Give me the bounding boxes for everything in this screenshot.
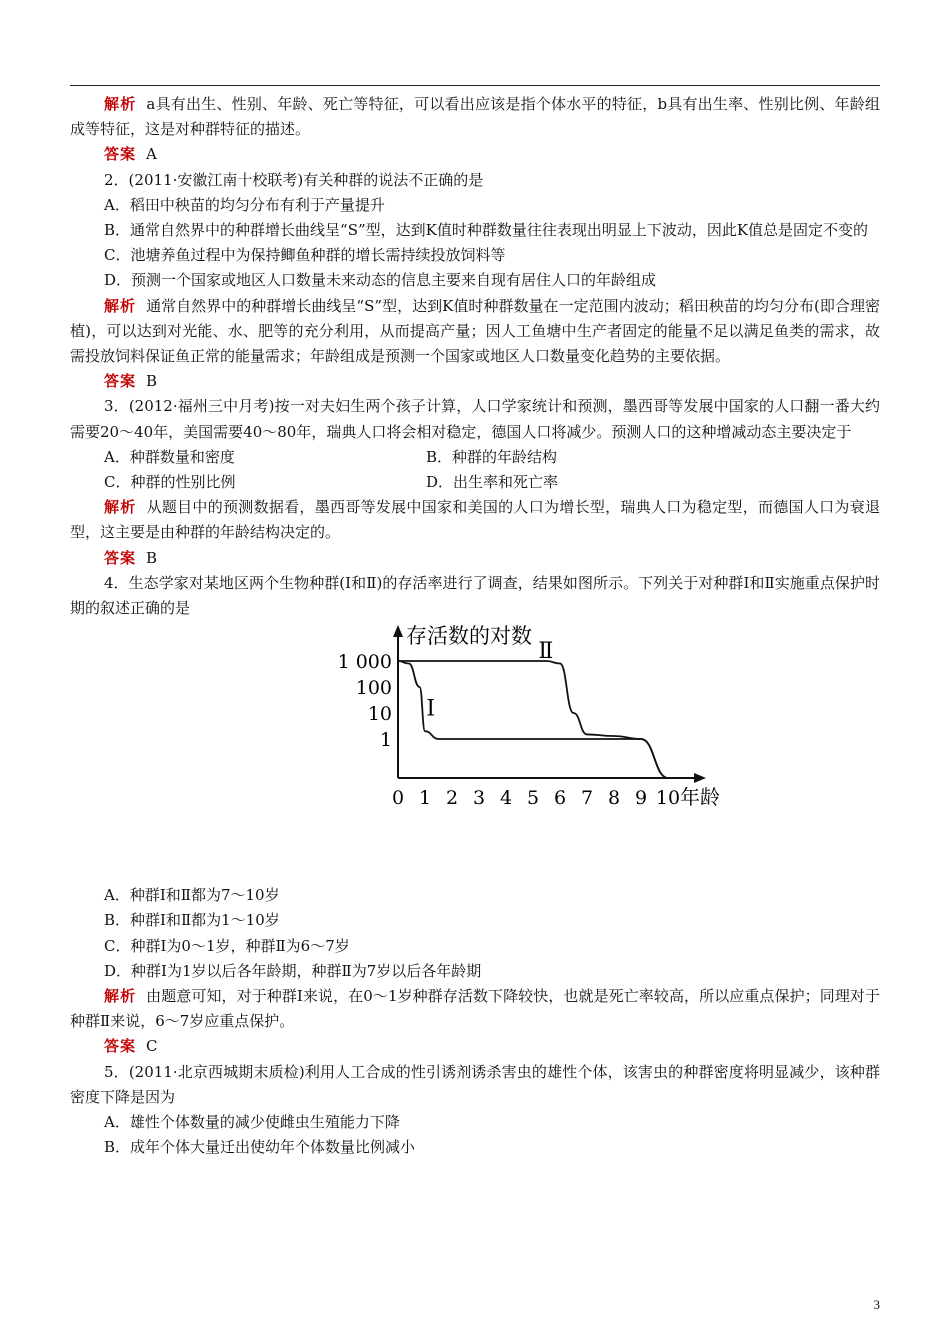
answer-option: A．种群数量和密度	[104, 447, 235, 466]
x-tick-label: 1	[418, 787, 432, 810]
analysis-tag: 解析	[104, 498, 137, 517]
answer-tag: 答案	[104, 548, 137, 567]
answer-tag: 答案	[104, 145, 137, 164]
y-tick-label: 1 000	[337, 651, 392, 674]
page-content	[70, 92, 880, 1161]
x-tick-label: 0	[391, 787, 405, 810]
analysis-paragraph	[70, 294, 880, 370]
x-tick-label: 5	[526, 787, 540, 810]
answer-option: A．稻田中秧苗的均匀分布有利于产量提升	[104, 195, 385, 214]
question-stem: 5．(2011·北京西城期末质检)利用人工合成的性引诱剂诱杀害虫的雄性个体，该害虫的种群密度将明显减少，该种群密度下降是因为	[70, 1062, 880, 1106]
survival-chart-figure	[70, 621, 880, 883]
x-axis-label: 年龄	[680, 785, 720, 810]
analysis-text: 从题目中的预测数据看，墨西哥等发展中国家和美国的人口为增长型，瑞典人口为稳定型，而德国人口为衰退型，这主要是由种群的年龄结构决定的。	[70, 498, 880, 542]
answer-option: D．出生率和死亡率	[426, 473, 559, 492]
x-tick-label: 7	[580, 787, 594, 810]
option-row	[70, 445, 880, 470]
x-tick-label: 10	[655, 787, 681, 810]
answer-option: D．种群Ⅰ为1岁以后各年龄期，种群Ⅱ为7岁以后各年龄期	[104, 961, 482, 980]
series-label-II: Ⅱ	[538, 639, 554, 665]
y-axis-label: 存活数的对数	[406, 624, 532, 649]
analysis-tag: 解析	[104, 987, 137, 1006]
x-axis-arrow	[694, 773, 706, 783]
answer-line	[70, 142, 880, 167]
series-curve-I	[398, 661, 668, 778]
analysis-text: 通常自然界中的种群增长曲线呈“S”型，达到K值时种群数量在一定范围内波动；稻田秧苗的均匀分布(即合理密植)，可以达到对光能、水、肥等的充分利用，从而提高产量；因人工鱼塘中生产者固定的能量不足以满足鱼类的需求，故需投放饲料保证鱼正常的能量需求；年龄组成是预测一个国家或地区人口数量变化趋势的主要依据。	[70, 296, 880, 366]
y-axis-arrow	[393, 625, 403, 637]
question-stem: 3．(2012·福州三中月考)按一对夫妇生两个孩子计算，人口学家统计和预测，墨西哥等发展中国家的人口翻一番大约需要20～40年，美国需要40～80年，瑞典人口将会相对稳定，德国人口将减少。预测人口的这种增减动态主要决定于	[70, 397, 880, 441]
x-tick-label: 8	[607, 787, 621, 810]
analysis-text: a具有出生、性别、年龄、死亡等特征，可以看出应该是指个体水平的特征，b具有出生率、性别比例、年龄组成等特征，这是对种群特征的描述。	[70, 95, 880, 139]
option-row	[70, 470, 880, 495]
answer-option: C．种群Ⅰ为0～1岁，种群Ⅱ为6～7岁	[104, 936, 350, 955]
answer-option: A．雄性个体数量的减少使雌虫生殖能力下降	[104, 1113, 400, 1132]
x-tick-label: 9	[634, 787, 648, 810]
answer-text: B	[146, 548, 158, 567]
analysis-paragraph	[70, 92, 880, 142]
question-stem: 2．(2011·安徽江南十校联考)有关种群的说法不正确的是	[104, 170, 484, 189]
analysis-paragraph	[70, 984, 880, 1034]
answer-line	[70, 546, 880, 571]
y-tick-label: 100	[355, 677, 392, 700]
answer-text: B	[146, 372, 158, 391]
answer-option: B．种群Ⅰ和Ⅱ都为1～10岁	[104, 911, 280, 930]
answer-tag: 答案	[104, 1037, 137, 1056]
analysis-paragraph	[70, 495, 880, 545]
analysis-text: 由题意可知，对于种群Ⅰ来说，在0～1岁种群存活数下降较快，也就是死亡率较高，所以应重点保护；同理对于种群Ⅱ来说，6～7岁应重点保护。	[70, 987, 880, 1031]
answer-tag: 答案	[104, 372, 137, 391]
x-tick-label: 2	[445, 787, 459, 810]
series-curve-II	[398, 661, 668, 778]
answer-text: C	[146, 1037, 158, 1056]
answer-option: D．预测一个国家或地区人口数量未来动态的信息主要来自现有居住人口的年龄组成	[104, 271, 657, 290]
x-tick-label: 6	[553, 787, 567, 810]
answer-option: C．池塘养鱼过程中为保持鲫鱼种群的增长需持续投放饲料等	[104, 246, 506, 265]
analysis-tag: 解析	[104, 296, 137, 315]
y-tick-label: 10	[367, 703, 392, 726]
answer-option: B．种群的年龄结构	[426, 447, 558, 466]
header-rule	[70, 85, 880, 86]
analysis-tag: 解析	[104, 95, 137, 113]
question-stem: 4．生态学家对某地区两个生物种群(Ⅰ和Ⅱ)的存活率进行了调查，结果如图所示。下列关于对种群Ⅰ和Ⅱ实施重点保护时期的叙述正确的是	[70, 573, 880, 618]
survival-chart	[260, 621, 740, 821]
answer-text: A	[146, 145, 157, 164]
x-tick-label: 4	[499, 787, 513, 810]
answer-line	[70, 1034, 880, 1059]
page-number: 3	[873, 1297, 880, 1312]
answer-option: C．种群的性别比例	[104, 473, 236, 492]
answer-option: B．成年个体大量迁出使幼年个体数量比例减小	[104, 1138, 416, 1157]
series-label-I: Ⅰ	[426, 696, 436, 722]
answer-option: B．通常自然界中的种群增长曲线呈“S”型，达到K值时种群数量往往表现出明显上下波动，因此K值总是固定不变的	[104, 221, 869, 240]
answer-option: A．种群Ⅰ和Ⅱ都为7～10岁	[104, 886, 280, 905]
y-tick-label: 1	[379, 729, 392, 752]
answer-line	[70, 369, 880, 394]
x-tick-label: 3	[472, 787, 486, 810]
